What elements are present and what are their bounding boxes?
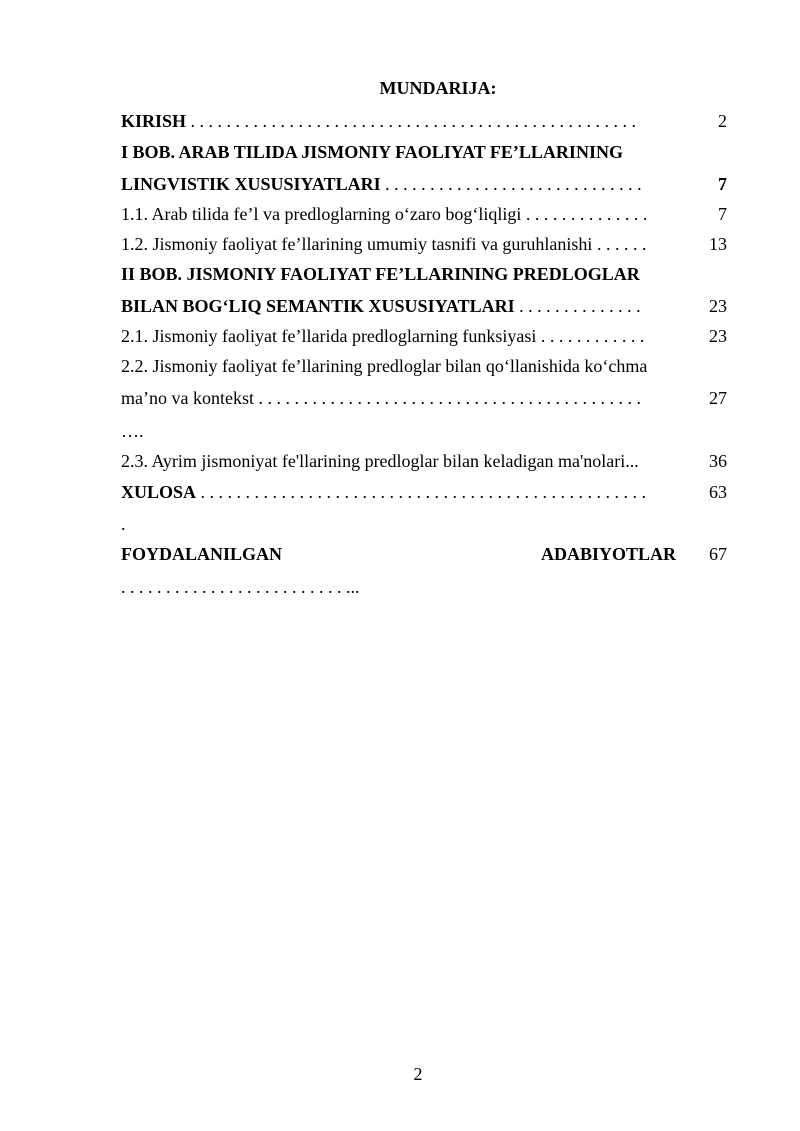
toc-entry-kirish <box>121 110 676 132</box>
toc-leader-dots: . . . . . . . . . . . . <box>536 326 645 346</box>
toc-entry-2-2-cont <box>121 387 676 409</box>
toc-entry-references <box>121 543 676 565</box>
toc-page-number: 7 <box>718 204 727 224</box>
toc-entry-1-1 <box>121 203 676 225</box>
toc-entry-2-2 <box>121 355 676 377</box>
toc-entry-chapter-1 <box>121 141 676 163</box>
toc-page-number: 2 <box>718 111 727 131</box>
toc-page-number: 27 <box>709 388 727 408</box>
toc-leader-dots: . . . . . . . . . . . . . . . . . . . . . . . . . . . . . . . . . . . . . . . . . . . . . . . . . . <box>186 111 637 131</box>
toc-entry-text: II BOB. JISMONIY FAOLIYAT FE’LLARINING PREDLOGLAR <box>121 264 640 284</box>
toc-leader-dots: . . . . . . . . . . . . . . . . . . . . . . . . . . . . . <box>380 174 642 194</box>
footer-page-number: 2 <box>413 1064 423 1084</box>
toc-page-number: 23 <box>709 326 727 346</box>
toc-entry-chapter-2 <box>121 263 676 285</box>
toc-entry-1-2 <box>121 233 676 255</box>
toc-page-number: 7 <box>718 174 727 194</box>
toc-title: MUNDARIJA: <box>379 78 497 98</box>
toc-page-number: 63 <box>709 482 727 502</box>
toc-leader-dots: . . . . . . . . . . . . . . . . . . . . . . . . . . . . . . . . . . . . . . . . . . . <box>253 388 641 408</box>
toc-entry-text: I BOB. ARAB TILIDA JISMONIY FAOLIYAT FE’LLARINING <box>121 142 623 162</box>
toc-leader-dots: . . . . . . . . . . . . . . <box>521 204 648 224</box>
toc-entry-text: XULOSA <box>121 482 197 502</box>
toc-entry-text: 1.2. Jismoniy faoliyat fe’llarining umumiy tasnifi va guruhlanishi <box>121 234 593 254</box>
toc-entry-text: ma’no va kontekst <box>121 388 254 408</box>
toc-entry-text: LINGVISTIK XUSUSIYATLARI <box>121 174 381 194</box>
toc-entry-2-1 <box>121 325 676 347</box>
toc-page-number: 13 <box>709 234 727 254</box>
toc-stray-dot <box>121 513 676 535</box>
toc-entry-text: 2.1. Jismoniy faoliyat fe’llarida predloglarning funksiyasi <box>121 326 537 346</box>
toc-entry-text: KIRISH <box>121 111 187 131</box>
toc-entry-chapter-2-cont <box>121 295 676 317</box>
toc-entry-2-3 <box>121 450 676 472</box>
toc-page-number: 23 <box>709 296 727 316</box>
toc-entry-text: …. <box>121 421 144 441</box>
toc-entry-text: BILAN BOG‘LIQ SEMANTIK XUSUSIYATLARI <box>121 296 515 316</box>
toc-entry-chapter-1-cont <box>121 173 676 195</box>
toc-entry-text: . . . . . . . . . . . . . . . . . . . . . . . . . ... <box>121 577 360 597</box>
toc-page-number: 67 <box>709 544 727 564</box>
toc-page-number: 36 <box>709 451 727 471</box>
toc-ellipsis <box>121 420 676 442</box>
toc-entry-text-right: ADABIYOTLAR <box>540 544 676 564</box>
toc-entry-text: 1.1. Arab tilida fe’l va predloglarning o‘zaro bog‘liqligi <box>121 204 522 224</box>
toc-leader-dots-trailing <box>121 576 676 598</box>
toc-leader-dots: . . . . . . . . . . . . . . <box>514 296 641 316</box>
toc-leader-dots: . . . . . . <box>592 234 647 254</box>
toc-entry-text-left: FOYDALANILGAN <box>121 544 283 564</box>
toc-entry-text: 2.3. Ayrim jismoniyat fe'llarining predloglar bilan keladigan ma'nolari... <box>121 451 639 471</box>
toc-leader-dots: . . . . . . . . . . . . . . . . . . . . . . . . . . . . . . . . . . . . . . . . . . . . . . . . . . <box>196 482 647 502</box>
toc-entry-xulosa <box>121 481 676 503</box>
toc-entry-text: . <box>121 514 126 534</box>
toc-entry-text: 2.2. Jismoniy faoliyat fe’llarining predloglar bilan qo‘llanishida ko‘chma <box>121 356 648 376</box>
